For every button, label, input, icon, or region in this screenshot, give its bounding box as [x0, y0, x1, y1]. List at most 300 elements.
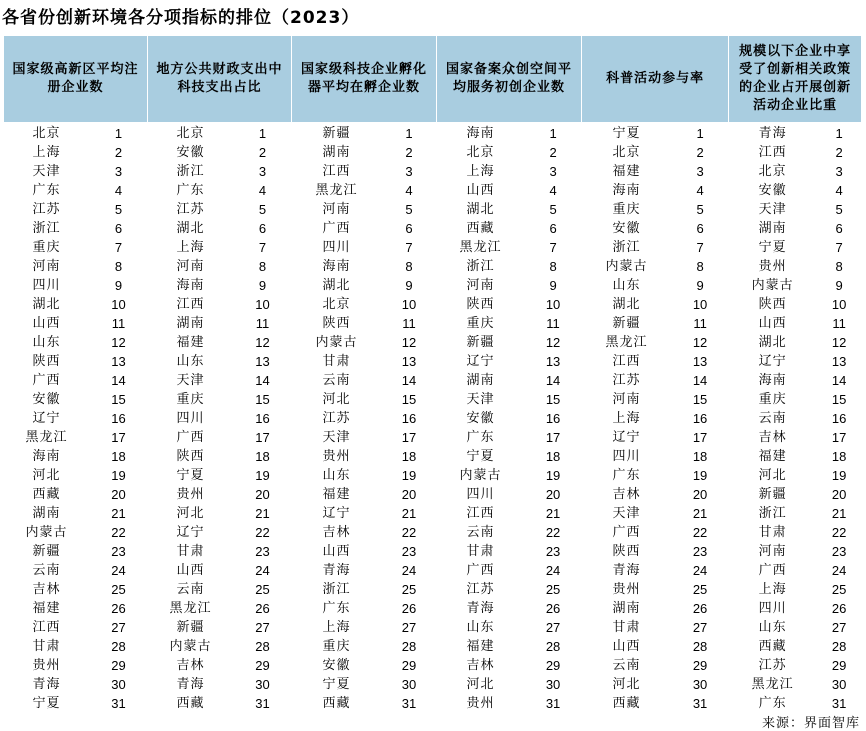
rank-cell: 28 [692, 639, 708, 654]
rank-cell: 22 [255, 525, 270, 540]
rank-cell: 26 [255, 601, 270, 616]
province-cell: 宁夏 [176, 468, 205, 483]
province-cell: 甘肃 [176, 544, 205, 559]
province-cell: 广西 [758, 563, 787, 578]
province-cell: 天津 [612, 506, 641, 521]
province-cell: 云南 [758, 411, 787, 426]
rank-cell: 25 [401, 582, 417, 597]
rank-cell: 20 [831, 487, 847, 502]
province-cell: 河北 [32, 468, 61, 483]
rank-cell: 27 [111, 620, 126, 635]
province-cell: 陕西 [466, 297, 495, 312]
province-cell: 天津 [32, 164, 61, 179]
rank-cell: 25 [545, 582, 561, 597]
province-cell: 湖北 [612, 297, 641, 312]
province-cell: 江苏 [466, 582, 495, 597]
rank-cell: 6 [114, 221, 123, 236]
province-cell: 福建 [466, 639, 495, 654]
table-row [4, 200, 862, 219]
rank-cell: 30 [831, 677, 847, 692]
province-cell: 湖北 [758, 335, 787, 350]
rank-cell: 19 [401, 468, 417, 483]
province-cell: 陕西 [176, 449, 205, 464]
rank-cell: 24 [831, 563, 847, 578]
rank-cell: 3 [405, 164, 413, 179]
province-cell: 陕西 [758, 297, 787, 312]
rank-cell: 28 [831, 639, 847, 654]
rank-cell: 9 [696, 278, 704, 293]
province-cell: 内蒙古 [605, 259, 648, 274]
province-cell: 山东 [32, 335, 61, 350]
rank-cell: 30 [255, 677, 270, 692]
province-cell: 青海 [32, 677, 61, 692]
source-note: 来源：界面智库 [761, 716, 860, 731]
province-cell: 西藏 [322, 696, 351, 711]
rank-cell: 27 [401, 620, 417, 635]
rank-cell: 2 [835, 145, 843, 160]
province-cell: 吉林 [466, 658, 495, 673]
rank-cell: 13 [831, 354, 847, 369]
table-row [4, 295, 862, 314]
province-cell: 新疆 [758, 487, 787, 502]
rank-cell: 15 [255, 392, 270, 407]
province-cell: 海南 [612, 183, 641, 198]
column-header: 规模以下企业中享受了创新相关政策的企业占开展创新活动企业比重 [729, 36, 862, 124]
rank-cell: 29 [545, 658, 561, 673]
province-cell: 四川 [322, 240, 351, 255]
province-cell: 重庆 [612, 202, 641, 217]
rank-cell: 9 [258, 278, 267, 293]
province-cell: 西藏 [32, 487, 61, 502]
rank-cell: 18 [692, 449, 708, 464]
rank-cell: 6 [696, 221, 704, 236]
rank-cell: 18 [401, 449, 417, 464]
province-cell: 新疆 [322, 126, 351, 141]
province-cell: 福建 [176, 335, 205, 350]
province-cell: 云南 [466, 525, 495, 540]
province-cell: 安徽 [322, 658, 351, 673]
column-header: 科普活动参与率 [582, 36, 729, 124]
province-cell: 四川 [758, 601, 787, 616]
rank-cell: 11 [255, 316, 270, 331]
province-cell: 重庆 [466, 316, 495, 331]
province-cell: 安徽 [176, 145, 205, 160]
rank-cell: 20 [401, 487, 417, 502]
rank-cell: 24 [111, 563, 126, 578]
province-cell: 甘肃 [466, 544, 495, 559]
rank-cell: 28 [255, 639, 270, 654]
province-cell: 江苏 [322, 411, 351, 426]
rank-cell: 29 [255, 658, 270, 673]
province-cell: 福建 [32, 601, 61, 616]
table-row [4, 333, 862, 352]
province-cell: 陕西 [612, 544, 641, 559]
province-cell: 上海 [32, 145, 61, 160]
province-cell: 广西 [466, 563, 495, 578]
province-cell: 江西 [466, 506, 495, 521]
rank-cell: 20 [111, 487, 126, 502]
table-row [4, 694, 862, 713]
table-row [4, 352, 862, 371]
province-cell: 海南 [466, 126, 495, 141]
rank-cell: 27 [831, 620, 847, 635]
table-row [4, 181, 862, 200]
province-cell: 浙江 [32, 221, 61, 236]
province-cell: 贵州 [322, 449, 351, 464]
rank-cell: 13 [692, 354, 708, 369]
province-cell: 西藏 [758, 639, 787, 654]
province-cell: 天津 [466, 392, 495, 407]
rank-cell: 14 [111, 373, 126, 388]
table-row [4, 314, 862, 333]
rank-cell: 3 [258, 164, 267, 179]
province-cell: 四川 [176, 411, 205, 426]
rank-cell: 10 [255, 297, 270, 312]
rank-cell: 16 [692, 411, 708, 426]
province-cell: 海南 [322, 259, 351, 274]
province-cell: 山东 [612, 278, 641, 293]
rank-cell: 28 [401, 639, 417, 654]
province-cell: 山西 [322, 544, 351, 559]
table-row [4, 466, 862, 485]
province-cell: 山西 [466, 183, 495, 198]
rank-cell: 14 [831, 373, 847, 388]
province-cell: 河北 [466, 677, 495, 692]
rank-cell: 10 [545, 297, 561, 312]
province-cell: 陕西 [32, 354, 61, 369]
rank-cell: 18 [831, 449, 847, 464]
province-cell: 湖北 [322, 278, 351, 293]
rank-cell: 22 [545, 525, 561, 540]
province-cell: 宁夏 [758, 240, 787, 255]
rank-cell: 9 [114, 278, 123, 293]
rank-cell: 11 [832, 316, 846, 331]
rank-cell: 1 [258, 126, 267, 141]
rank-cell: 21 [831, 506, 847, 521]
province-cell: 安徽 [466, 411, 495, 426]
rank-cell: 30 [401, 677, 417, 692]
province-cell: 上海 [176, 240, 205, 255]
province-cell: 青海 [612, 563, 641, 578]
rank-cell: 9 [405, 278, 413, 293]
province-cell: 青海 [322, 563, 351, 578]
rank-cell: 26 [111, 601, 126, 616]
province-cell: 山西 [612, 639, 641, 654]
rank-cell: 8 [405, 259, 413, 274]
province-cell: 河北 [322, 392, 351, 407]
province-cell: 天津 [176, 373, 205, 388]
province-cell: 贵州 [612, 582, 641, 597]
province-cell: 上海 [758, 582, 787, 597]
rank-cell: 5 [696, 202, 704, 217]
rank-cell: 1 [696, 126, 704, 141]
province-cell: 河北 [176, 506, 205, 521]
ranking-table [3, 35, 862, 713]
column-header: 国家备案众创空间平均服务初创企业数 [437, 36, 582, 124]
province-cell: 江西 [612, 354, 641, 369]
rank-cell: 21 [692, 506, 708, 521]
rank-cell: 27 [545, 620, 561, 635]
rank-cell: 16 [401, 411, 417, 426]
province-cell: 浙江 [322, 582, 351, 597]
province-cell: 福建 [758, 449, 787, 464]
province-cell: 黑龙江 [315, 183, 358, 198]
rank-cell: 12 [111, 335, 126, 350]
province-cell: 海南 [32, 449, 61, 464]
province-cell: 辽宁 [612, 430, 641, 445]
province-cell: 湖北 [466, 202, 495, 217]
column-header: 国家级科技企业孵化器平均在孵企业数 [292, 36, 437, 124]
rank-cell: 19 [111, 468, 126, 483]
table-row [4, 276, 862, 295]
table-row [4, 675, 862, 694]
table-row [4, 637, 862, 656]
province-cell: 福建 [612, 164, 641, 179]
rank-cell: 23 [545, 544, 561, 559]
province-cell: 海南 [758, 373, 787, 388]
province-cell: 吉林 [758, 430, 787, 445]
province-cell: 上海 [466, 164, 495, 179]
rank-cell: 8 [696, 259, 704, 274]
rank-cell: 15 [692, 392, 708, 407]
rank-cell: 9 [835, 278, 843, 293]
rank-cell: 23 [255, 544, 270, 559]
rank-cell: 30 [111, 677, 126, 692]
rank-cell: 21 [111, 506, 126, 521]
table-row [4, 238, 862, 257]
table-row [4, 219, 862, 238]
province-cell: 湖南 [466, 373, 495, 388]
province-cell: 江苏 [758, 658, 787, 673]
province-cell: 内蒙古 [25, 525, 68, 540]
rank-cell: 29 [831, 658, 847, 673]
rank-cell: 7 [114, 240, 123, 255]
table-body [4, 123, 862, 713]
province-cell: 重庆 [176, 392, 205, 407]
rank-cell: 16 [255, 411, 270, 426]
province-cell: 四川 [466, 487, 495, 502]
rank-cell: 6 [549, 221, 557, 236]
header-row [4, 36, 862, 124]
province-cell: 湖南 [612, 601, 641, 616]
province-cell: 北京 [322, 297, 351, 312]
rank-cell: 23 [111, 544, 126, 559]
rank-cell: 31 [401, 696, 417, 711]
rank-cell: 12 [831, 335, 847, 350]
province-cell: 贵州 [466, 696, 495, 711]
rank-cell: 22 [692, 525, 708, 540]
province-cell: 西藏 [176, 696, 205, 711]
rank-cell: 19 [545, 468, 561, 483]
province-cell: 广西 [32, 373, 61, 388]
province-cell: 安徽 [758, 183, 787, 198]
province-cell: 上海 [322, 620, 351, 635]
province-cell: 江西 [32, 620, 61, 635]
rank-cell: 31 [111, 696, 126, 711]
rank-cell: 10 [692, 297, 708, 312]
rank-cell: 31 [255, 696, 270, 711]
table-row [4, 599, 862, 618]
rank-cell: 30 [692, 677, 708, 692]
rank-cell: 25 [692, 582, 708, 597]
province-cell: 广东 [32, 183, 61, 198]
rank-cell: 17 [111, 430, 126, 445]
province-cell: 宁夏 [612, 126, 641, 141]
rank-cell: 4 [405, 183, 413, 198]
rank-cell: 12 [692, 335, 708, 350]
column-header: 国家级高新区平均注册企业数 [4, 36, 148, 124]
province-cell: 广西 [176, 430, 205, 445]
province-cell: 浙江 [176, 164, 205, 179]
province-cell: 海南 [176, 278, 205, 293]
province-cell: 安徽 [32, 392, 61, 407]
province-cell: 山西 [758, 316, 787, 331]
province-cell: 天津 [322, 430, 351, 445]
province-cell: 山西 [176, 563, 205, 578]
province-cell: 黑龙江 [605, 335, 648, 350]
province-cell: 贵州 [176, 487, 205, 502]
rank-cell: 16 [111, 411, 126, 426]
rank-cell: 8 [835, 259, 843, 274]
province-cell: 湖北 [32, 297, 61, 312]
province-cell: 内蒙古 [459, 468, 502, 483]
province-cell: 辽宁 [322, 506, 351, 521]
rank-cell: 2 [114, 145, 123, 160]
province-cell: 河南 [466, 278, 495, 293]
province-cell: 重庆 [322, 639, 351, 654]
rank-cell: 4 [549, 183, 557, 198]
province-cell: 西藏 [466, 221, 495, 236]
rank-cell: 3 [549, 164, 557, 179]
table-row [4, 504, 862, 523]
province-cell: 广西 [612, 525, 641, 540]
province-cell: 河北 [758, 468, 787, 483]
rank-cell: 3 [835, 164, 843, 179]
province-cell: 西藏 [612, 696, 641, 711]
rank-cell: 5 [405, 202, 413, 217]
province-cell: 新疆 [466, 335, 495, 350]
province-cell: 广东 [322, 601, 351, 616]
province-cell: 浙江 [612, 240, 641, 255]
rank-cell: 10 [831, 297, 847, 312]
rank-cell: 24 [401, 563, 417, 578]
rank-cell: 16 [545, 411, 561, 426]
rank-cell: 15 [401, 392, 417, 407]
rank-cell: 13 [111, 354, 126, 369]
province-cell: 辽宁 [32, 411, 61, 426]
rank-cell: 25 [255, 582, 270, 597]
province-cell: 青海 [466, 601, 495, 616]
rank-cell: 17 [255, 430, 270, 445]
province-cell: 辽宁 [758, 354, 787, 369]
province-cell: 吉林 [322, 525, 351, 540]
rank-cell: 20 [692, 487, 708, 502]
province-cell: 天津 [758, 202, 787, 217]
rank-cell: 26 [831, 601, 847, 616]
rank-cell: 17 [831, 430, 847, 445]
table-row [4, 523, 862, 542]
province-cell: 云南 [176, 582, 205, 597]
province-cell: 广东 [466, 430, 495, 445]
province-cell: 青海 [758, 126, 787, 141]
province-cell: 山西 [32, 316, 61, 331]
rank-cell: 23 [831, 544, 847, 559]
province-cell: 吉林 [612, 487, 641, 502]
rank-cell: 3 [696, 164, 704, 179]
province-cell: 甘肃 [322, 354, 351, 369]
rank-cell: 17 [401, 430, 417, 445]
rank-cell: 20 [255, 487, 270, 502]
rank-cell: 7 [405, 240, 413, 255]
province-cell: 内蒙古 [315, 335, 358, 350]
table-row [4, 390, 862, 409]
rank-cell: 26 [545, 601, 561, 616]
rank-cell: 21 [401, 506, 417, 521]
rank-cell: 13 [401, 354, 417, 369]
rank-cell: 1 [549, 126, 557, 141]
rank-cell: 12 [255, 335, 270, 350]
province-cell: 新疆 [612, 316, 641, 331]
province-cell: 河南 [612, 392, 641, 407]
province-cell: 广东 [758, 696, 787, 711]
rank-cell: 28 [111, 639, 126, 654]
rank-cell: 26 [401, 601, 417, 616]
rank-cell: 22 [111, 525, 126, 540]
rank-cell: 2 [549, 145, 557, 160]
province-cell: 河南 [322, 202, 351, 217]
column-header: 地方公共财政支出中科技支出占比 [148, 36, 292, 124]
province-cell: 重庆 [32, 240, 61, 255]
table-row [4, 447, 862, 466]
province-cell: 广东 [176, 183, 205, 198]
province-cell: 上海 [612, 411, 641, 426]
province-cell: 湖南 [32, 506, 61, 521]
table-row [4, 428, 862, 447]
rank-cell: 29 [692, 658, 708, 673]
province-cell: 江苏 [32, 202, 61, 217]
page-title: 各省份创新环境各分项指标的排位（2023） [2, 8, 360, 28]
rank-cell: 30 [545, 677, 561, 692]
rank-cell: 18 [255, 449, 270, 464]
province-cell: 河北 [612, 677, 641, 692]
table-row [4, 580, 862, 599]
province-cell: 湖南 [176, 316, 205, 331]
province-cell: 广西 [322, 221, 351, 236]
province-cell: 山东 [466, 620, 495, 635]
province-cell: 云南 [322, 373, 351, 388]
province-cell: 辽宁 [176, 525, 205, 540]
table-row [4, 618, 862, 637]
province-cell: 甘肃 [32, 639, 61, 654]
province-cell: 浙江 [758, 506, 787, 521]
rank-cell: 7 [696, 240, 704, 255]
rank-cell: 19 [255, 468, 270, 483]
rank-cell: 17 [545, 430, 561, 445]
province-cell: 黑龙江 [751, 677, 794, 692]
rank-cell: 2 [405, 145, 413, 160]
province-cell: 浙江 [466, 259, 495, 274]
province-cell: 江西 [758, 145, 787, 160]
rank-cell: 6 [405, 221, 413, 236]
province-cell: 北京 [612, 145, 641, 160]
rank-cell: 11 [546, 316, 560, 331]
province-cell: 江苏 [612, 373, 641, 388]
rank-cell: 19 [692, 468, 708, 483]
province-cell: 北京 [758, 164, 787, 179]
rank-cell: 15 [831, 392, 847, 407]
rank-cell: 5 [549, 202, 557, 217]
table-row [4, 123, 862, 143]
